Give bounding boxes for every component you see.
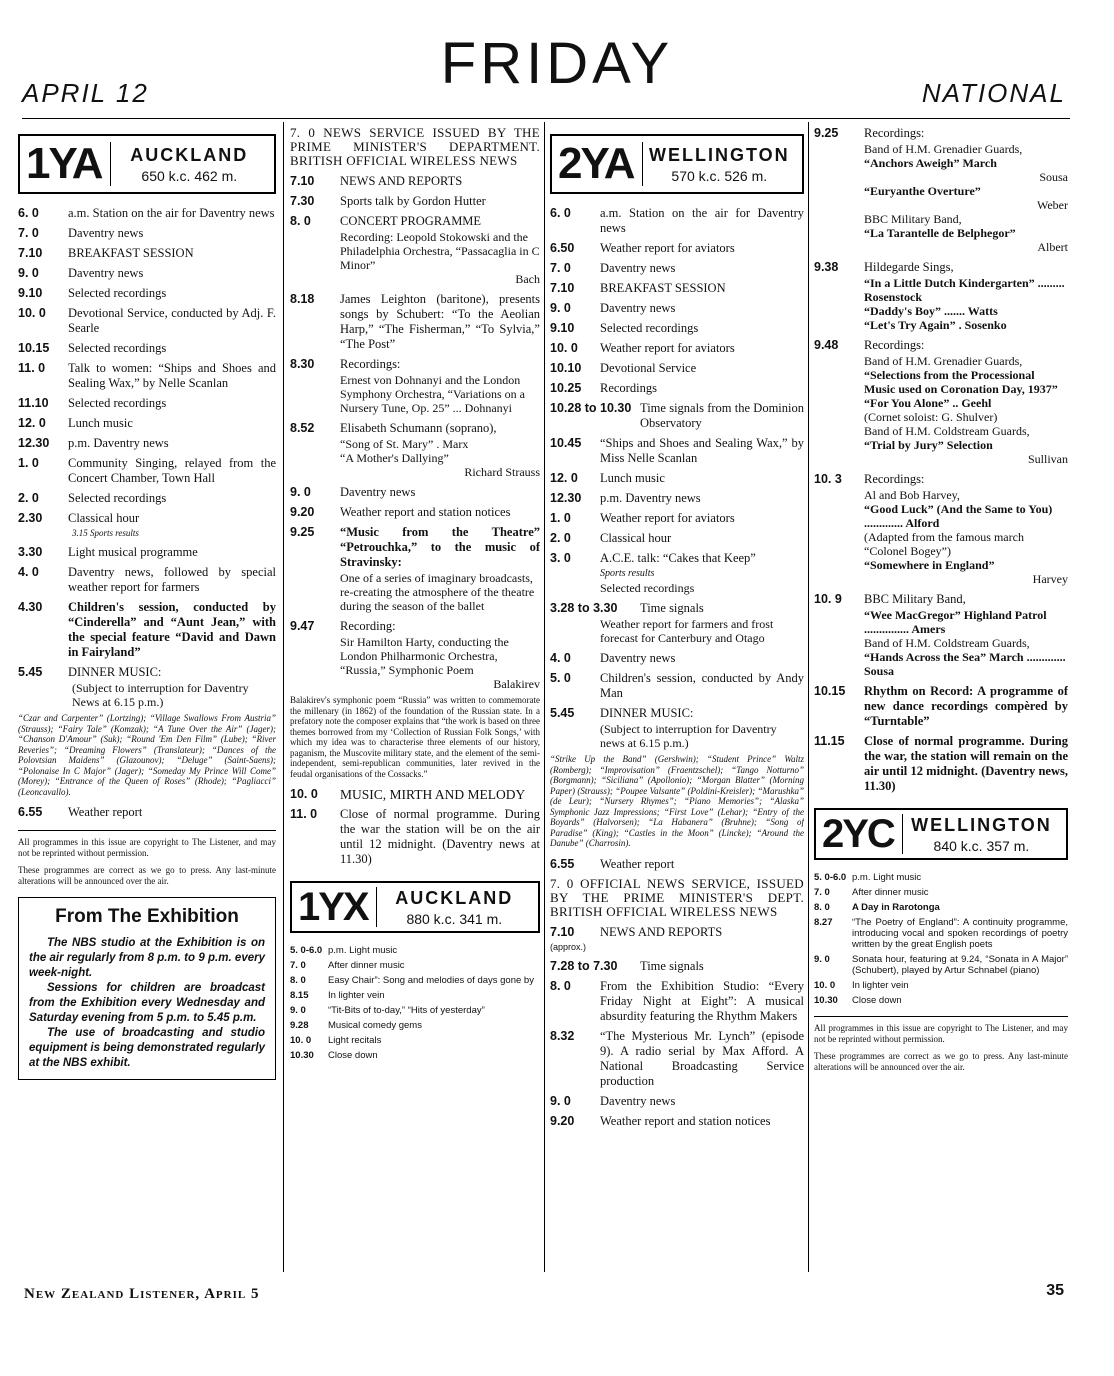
programme-item: 3. 0 A.C.E. talk: “Cakes that Keep” [550,551,756,565]
programme-item: 6.50 Weather report for aviators [550,241,735,255]
programme-item: 6. 0 a.m. Station on the air for Daventry news [550,206,804,235]
song: “A Mother's Dallying” [340,451,449,465]
programme-item: 8.52 Elisabeth Schumann (soprano), [290,421,497,435]
programme-item: 10.30 Close down [814,995,902,1006]
programme-item: 2. 0 Classical hour [550,531,672,545]
piece: “Daddy's Boy” ....... Watts [864,304,998,318]
exhibition-paragraph: The NBS studio at the Exhibition is on the air regularly from 8 p.m. to 9 p.m. every week-night. [29,937,265,979]
programme-item: 9. 0 Daventry news [550,301,676,315]
piece: “Wee MacGregor” Highland Patrol ............... Amers [864,608,1047,636]
programme-item: 10.30 Close down [290,1050,378,1061]
station-frequency: 650 k.c. 462 m. [141,167,238,184]
column-divider [283,122,284,1272]
band: BBC Military Band, [864,212,962,226]
soloist: (Cornet soloist: G. Shulver) [864,410,998,424]
programme-item: 9.10 Selected recordings [18,286,167,300]
programme-item: 8.32 “The Mysterious Mr. Lynch” (episode 9). A radio serial by Max Afford. A National Broadcasting Service production [550,1028,804,1088]
composer: Bach [515,272,540,286]
programme-item: 12. 0 Lunch music [18,416,133,430]
station-logo-2ya [550,134,804,194]
programme-item: 8.27 “The Poetry of England”: A continuity programme, introducing vocal and spoken recordings of poetry written by the great English poets [814,917,1068,950]
programme-item: 8. 0 A Day in Rarotonga [814,902,940,913]
column-2ya [550,126,804,1282]
programme-item: 11.10 Selected recordings [18,396,167,410]
programme-item: 9.20 Weather report and station notices [290,505,511,519]
programme-item: 8. 0 From the Exhibition Studio: “Every Friday Night at Eight”: A musical absurdity featuring the Rhythm Makers [550,978,804,1023]
song: “Song of St. Mary” . Marx [340,437,469,451]
recording-details: Ernest von Dohnanyi and the London Symphony Orchestra, “Variations on a Nursery Tune, Op. 25” ... Dohnanyi [340,373,525,415]
station-logo-1ya [18,134,276,194]
programme-item: 10.10 Devotional Service [550,361,697,375]
programme-item: 10. 0 Light recitals [290,1035,382,1046]
composer: Balakirev [493,677,540,691]
composer: Sousa [1039,170,1068,184]
programme-item: 10. 0 Weather report for aviators [550,341,735,355]
programme-item: 5. 0-6.0 p.m. Light music [814,872,922,883]
programme-item: 5.45 DINNER MUSIC: [550,706,694,720]
programme-item: 9. 0 Daventry news [290,485,416,499]
programme-item: 4. 0 Daventry news [550,651,676,665]
station-logo-1yx [290,881,540,933]
programme-item: 12. 0 Lunch music [550,471,665,485]
programme-item: 10.15 Selected recordings [18,341,167,355]
programme-item: 6.55 Weather report [18,805,143,819]
petrouchka-note: One of a series of imaginary broadcasts, re-creating the atmosphere of the theatre during the season of the ballet [340,571,535,613]
exhibition-paragraph: Sessions for children are broadcast from the Exhibition every Wednesday and Saturday evening from 5 p.m. to 5.45 p.m. [29,982,265,1024]
programme-item: 7.10 BREAKFAST SESSION [18,246,194,260]
programme-item: 6.55 Weather report [550,856,675,871]
page-number: 35 [1046,1282,1064,1299]
header-date: APRIL 12 [22,78,149,108]
sports-results: Sports results [600,568,655,579]
programme-item: 10.25 Recordings [550,381,657,395]
press-note: These programmes are correct as we go to press. Any last-minute alterations will be announced over the air. [18,865,276,886]
balakirev-note: Balakirev's symphonic poem “Russia” was written to commemorate the millenary (in 1862) of the foundation of the Russian state. In a prefatory note the composer explains that “the work is based on three themes borrowed from my ‘Collection of Russian Folk Songs,’ with which my idea was to characterise three elements of our history, paganism, the Muscovite military state, and the element of the semi-independent, semi-republican communities, later revived in the feudal organisations of the Cossacks.” [290,695,540,779]
programme-item: 10. 9 BBC Military Band, [814,592,966,606]
footer-publication: New Zealand Listener, April 5 [24,1286,260,1302]
programme-item: 7. 0 After dinner music [814,887,929,898]
programme-item: 4. 0 Daventry news, followed by special weather report for farmers [18,565,276,594]
exhibition-title: From The Exhibition [55,906,239,927]
piece: “La Tarantelle de Belphegor” [864,226,1016,240]
programme-item: 10. 3 Recordings: [814,472,925,486]
piece: “Let's Try Again” . Sosenko [864,318,1007,332]
programme-item: 8. 0 Easy Chair”: Song and melodies of days gone by [290,975,534,986]
station-city: AUCKLAND [130,144,249,165]
programme-item: 8. 0 CONCERT PROGRAMME [290,214,482,228]
programme-item: 3.30 Light musical programme [18,545,198,559]
composer: Richard Strauss [464,465,540,479]
programme-item: 9.28 Musical comedy gems [290,1020,422,1031]
russia-title: “Russia,” Symphonic Poem [340,663,474,677]
programme-item: 10. 0 Devotional Service, conducted by Adj. F. Searle [18,306,276,335]
header-day: FRIDAY [440,31,674,96]
composer: Sullivan [1027,452,1068,466]
programme-item: 5.45 DINNER MUSIC: [18,665,162,679]
station-call: 1YA [26,142,111,186]
piece: “Trial by Jury” Selection [864,438,993,452]
programme-item: 7.10 BREAKFAST SESSION [550,281,726,295]
station-frequency: 840 k.c. 357 m. [933,837,1030,854]
station-frequency: 570 k.c. 526 m. [671,167,768,184]
piece: “Hands Across the Sea” March ............. Sousa [864,650,1066,678]
programme-item: 9.25 “Music from the Theatre” “Petrouchka,” to the music of Stravinsky: [290,525,540,569]
programme-item: 8.18 James Leighton (baritone), presents songs by Schubert: “To the Aeolian Harp,” “The Fisherman,” “To Sylvia,” “The Post” [290,292,540,351]
piece: “Selections from the Processional Music used on Coronation Day, 1937” [864,368,1058,396]
programme-item: 9.47 Recording: [290,619,396,633]
divider [18,830,276,831]
programme-item: 3.28 to 3.30 Time signals [550,601,704,615]
programme-item: 6. 0 a.m. Station on the air for Daventry news [18,206,275,220]
programme-item: 7.28 to 7.30 Time signals [550,958,704,973]
programme-item: 8.30 Recordings: [290,357,401,371]
composer: Albert [1037,240,1068,254]
station-call: 1YX [298,887,377,927]
programme-item: 9.10 Selected recordings [550,321,699,335]
programme-item: 11.15 Close of normal programme. During the war, the station will remain on the air until 12 midnight. (Daventry news, 11.30) [814,734,1068,793]
divider [814,1016,1068,1017]
composer: Weber [1036,198,1068,212]
press-note: These programmes are correct as we go to press. Any last-minute alterations will be announced over the air. [814,1051,1068,1072]
approx-note: (approx.) [550,941,587,952]
programme-item: 7.30 Sports talk by Gordon Hutter [290,194,486,208]
composer: Harvey [1032,572,1068,586]
piece: “Anchors Aweigh” March [864,156,997,170]
dinner-music-list: “Czar and Carpenter” (Lortzing); “Village Swallows From Austria” (Strauss); “Fairy Tale” (Komzak); “A Tune Over the Air” (Jager); “Chanson D'Amour” (Suk); “Round 'Em Den Film” (Lube); “River Reveries”; “Dreaming Flowers” (Translateur); “Dances of the Polovtsian Maidens” (Glazounov); “Deluge” (Saint-Saens); “Polonaise In C Major” (Jager); “Someday My Prince Will Come” (Morey); “Entrance of the Queen of Roses” (Rhode); “Pagliacci” (Leoncavallo). [18,713,276,797]
dinner-music-list: “Strike Up the Band” (Gershwin); “Student Prince” Waltz (Romberg); “Improvisation” (Fraentzschel); “Tango Notturno” (Borgmann); “Siciliana” (Apollonio); “Morgan Blatter” (Morning Paper) (Strauss); “Poupee Valsante” (Poldini-Kreisler); “Marushka” (de Leur); “Nursery Rhymes”; “Piano Memories”; “Alaska” Symphonic Jazz Impressions; “First Love” (Lehar); “Entry of the Boyards” (Halvorsen); “La Habanera” (Bruhne); “Song of Paradise” (King); “Castles in the Moon” (Lincke); “Around the Danube” (Charrosin). [550,754,804,848]
concert-details: Recording: Leopold Stokowski and the Philadelphia Orchestra, “Passacaglia in C Minor” [340,230,540,272]
programme-item: 7.10 NEWS AND REPORTS [290,174,463,188]
programme-item: 8.15 In lighter vein [290,990,385,1001]
band: Band of H.M. Grenadier Guards, [864,142,1023,156]
programme-item: 9. 0 Daventry news [18,266,144,280]
programme-item: 2.30 Classical hour [18,511,140,525]
band: Band of H.M. Grenadier Guards, [864,354,1023,368]
programme-item: 7. 0 After dinner music [290,960,405,971]
page-header [0,0,1114,118]
programme-item: 12.30 p.m. Daventry news [550,491,701,505]
piece: “For You Alone” .. Geehl [864,396,992,410]
header-network: NATIONAL [921,78,1066,108]
programme-item: 10.28 to 10.30 Time signals from the Dominion Observatory [550,401,804,430]
band: Band of H.M. Coldstream Guards, [864,636,1030,650]
weather-farmers: Weather report for farmers and frost forecast for Canterbury and Otago [600,617,774,645]
station-frequency: 880 k.c. 341 m. [406,910,503,927]
piece: “Somewhere in England” [864,558,995,572]
header-rule [22,118,1070,119]
programme-item: 5. 0 Children's session, conducted by Andy Man [550,671,804,700]
dinner-note: (Subject to interruption for Daventry news at 6.15 p.m.) [600,722,777,750]
column-1ya-evening [290,126,540,1282]
station-city: WELLINGTON [911,814,1052,835]
piece: “In a Little Dutch Kindergarten” ......... Rosenstock [864,276,1065,304]
programme-item: 9. 0 Daventry news [550,1093,676,1108]
exhibition-paragraph: The use of broadcasting and studio equipment is being demonstrated regularly at the NBS exhibit. [29,1027,265,1069]
selected-recordings: Selected recordings [600,581,695,595]
copyright-note: All programmes in this issue are copyright to The Listener, and may not be reprinted without permission. [814,1023,1068,1044]
programme-item: 11. 0 Talk to women: “Ships and Shoes and Sealing Wax,” by Nelle Scanlan [18,361,276,390]
programme-item: 9. 0 Sonata hour, featuring at 9.24, “Sonata in A Major” (Schubert), played by Artur Schnabel (piano) [814,954,1068,976]
dinner-note: (Subject to interruption for Daventry News at 6.15 p.m.) [72,681,249,709]
programme-item: 9.38 Hildegarde Sings, [814,260,954,274]
station-call: 2YC [822,814,903,854]
programme-item: 9.20 Weather report and station notices [550,1113,771,1128]
news-service: 7. 0 NEWS SERVICE ISSUED BY THE PRIME MINISTER'S DEPARTMENT. BRITISH OFFICIAL WIRELESS NEWS [290,126,540,168]
news-service: 7. 0 OFFICIAL NEWS SERVICE, ISSUED BY THE PRIME MINISTER'S DEPT. BRITISH OFFICIAL WIRELESS NEWS [550,875,804,919]
programme-item: 9.48 Recordings: [814,338,925,352]
programme-item: 10. 0 In lighter vein [814,980,909,991]
station-logo-2yc [814,808,1068,860]
column-divider [808,122,809,1272]
programme-item: 9.25 Recordings: [814,126,925,140]
sports-results: 3.15 Sports results [72,528,139,538]
programme-item: 7. 0 Daventry news [550,261,676,275]
station-city: WELLINGTON [648,144,790,165]
programme-item: 10. 0 MUSIC, MIRTH AND MELODY [290,787,526,802]
performer: Al and Bob Harvey, [864,488,960,502]
programme-item: 4.30 Children's session, conducted by “Cinderella” and “Aunt Jean,” with the special feature “David and Dawn in Fairyland” [18,600,276,659]
copyright-note: All programmes in this issue are copyright to The Listener, and may not be reprinted without permission. [18,837,276,858]
band: Band of H.M. Coldstream Guards, [864,424,1030,438]
programme-item: 1. 0 Community Singing, relayed from the Concert Chamber, Town Hall [18,456,276,485]
programme-item: 7.10 NEWS AND REPORTS [550,924,723,939]
programme-item: 9. 0 “Tit-Bits of to-day,” “Hits of yesterday” [290,1005,485,1016]
programme-item: 5. 0-6.0 p.m. Light music [290,945,398,956]
station-call: 2YA [558,142,643,186]
column-divider [544,122,545,1272]
programme-item: 1. 0 Weather report for aviators [550,511,735,525]
programme-item: 10.45 “Ships and Shoes and Sealing Wax,” by Miss Nelle Scanlan [550,436,804,465]
station-city: AUCKLAND [395,887,514,908]
programme-item: 7. 0 Daventry news [18,226,144,240]
piece: “Euryanthe Overture” [864,184,981,198]
programme-item: 10.15 Rhythm on Record: A programme of new dance recordings compèred by “Turntable” [814,684,1068,728]
programme-item: 11. 0 Close of normal programme. During the war the station will be on the air until 12 midnight. (Daventry news at 11.30) [290,807,540,866]
exhibition-box [18,897,276,1080]
column-1ya [18,126,276,1282]
piece: “Good Luck” (And the Same to You) ............. Alford [864,502,1053,530]
programme-item: 2. 0 Selected recordings [18,491,167,505]
column-2ya-evening [814,126,1068,1282]
recording-details: Sir Hamilton Harty, conducting the London Philharmonic Orchestra, [340,635,509,663]
note: (Adapted from the famous march “Colonel Bogey”) [864,530,1024,558]
programme-item: 12.30 p.m. Daventry news [18,436,169,450]
